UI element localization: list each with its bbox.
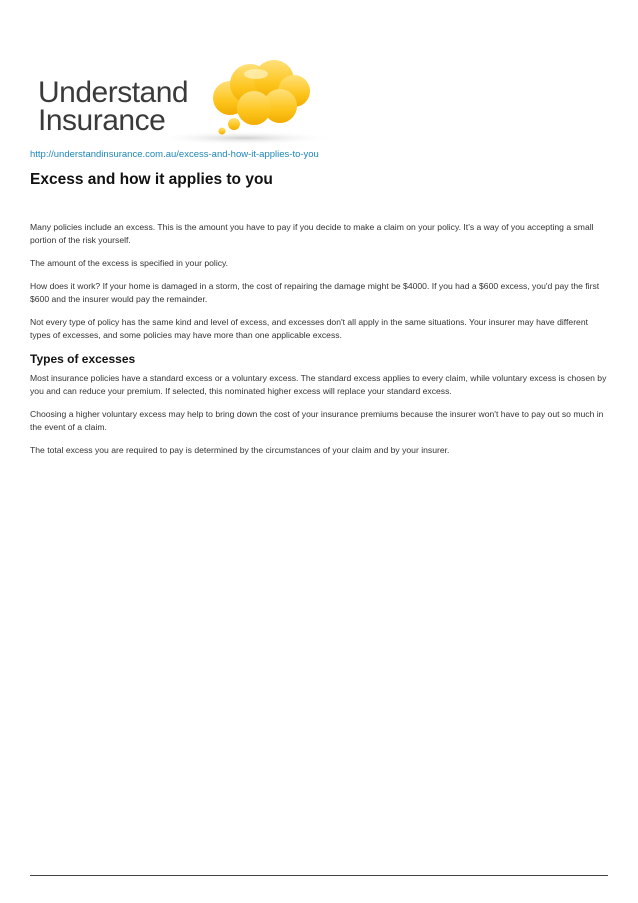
- footer-divider: [30, 875, 608, 876]
- section-heading-types-of-excesses: Types of excesses: [30, 352, 136, 366]
- paragraph-how-it-works: How does it work? If your home is damaged in a storm, the cost of repairing the damage might be $4000. If you had a $600 excess, you'd pay the first $600 and the insurer would pay the remainder.: [30, 281, 600, 304]
- thought-cloud-icon: [213, 60, 310, 135]
- paragraph-intro: Many policies include an excess. This is the amount you have to pay if you decide to make a claim on your policy. It's a way of you accepting a small portion of the risk yourself.: [30, 222, 594, 245]
- source-url-link[interactable]: http://understandinsurance.com.au/excess-and-how-it-applies-to-you: [30, 149, 319, 160]
- article-body: [30, 221, 610, 467]
- paragraph-policy-types: Not every type of policy has the same kind and level of excess, and excesses don't all apply in the same situations. Your insurer may have different types of excesses, and some policies may have more than one applicable excess.: [30, 317, 588, 340]
- logo-shadow: [154, 131, 334, 145]
- understand-insurance-logo: [34, 58, 334, 148]
- page-title: Excess and how it applies to you: [30, 171, 273, 188]
- logo-line-understand: Understand: [38, 76, 189, 109]
- paragraph-higher-voluntary: Choosing a higher voluntary excess may help to bring down the cost of your insurance premiums because the insurer won't have to pay out so much in the event of a claim.: [30, 409, 604, 432]
- paragraph-total-excess: The total excess you are required to pay is determined by the circumstances of your claim and by your insurer.: [30, 445, 450, 455]
- paragraph-standard-voluntary: Most insurance policies have a standard excess or a voluntary excess. The standard excess applies to every claim, while voluntary excess is chosen by you and can reduce your premium. If selected, this nominated higher excess will replace your standard excess.: [30, 373, 607, 396]
- logo-line-insurance: Insurance: [38, 104, 166, 137]
- paragraph-amount: The amount of the excess is specified in your policy.: [30, 258, 229, 268]
